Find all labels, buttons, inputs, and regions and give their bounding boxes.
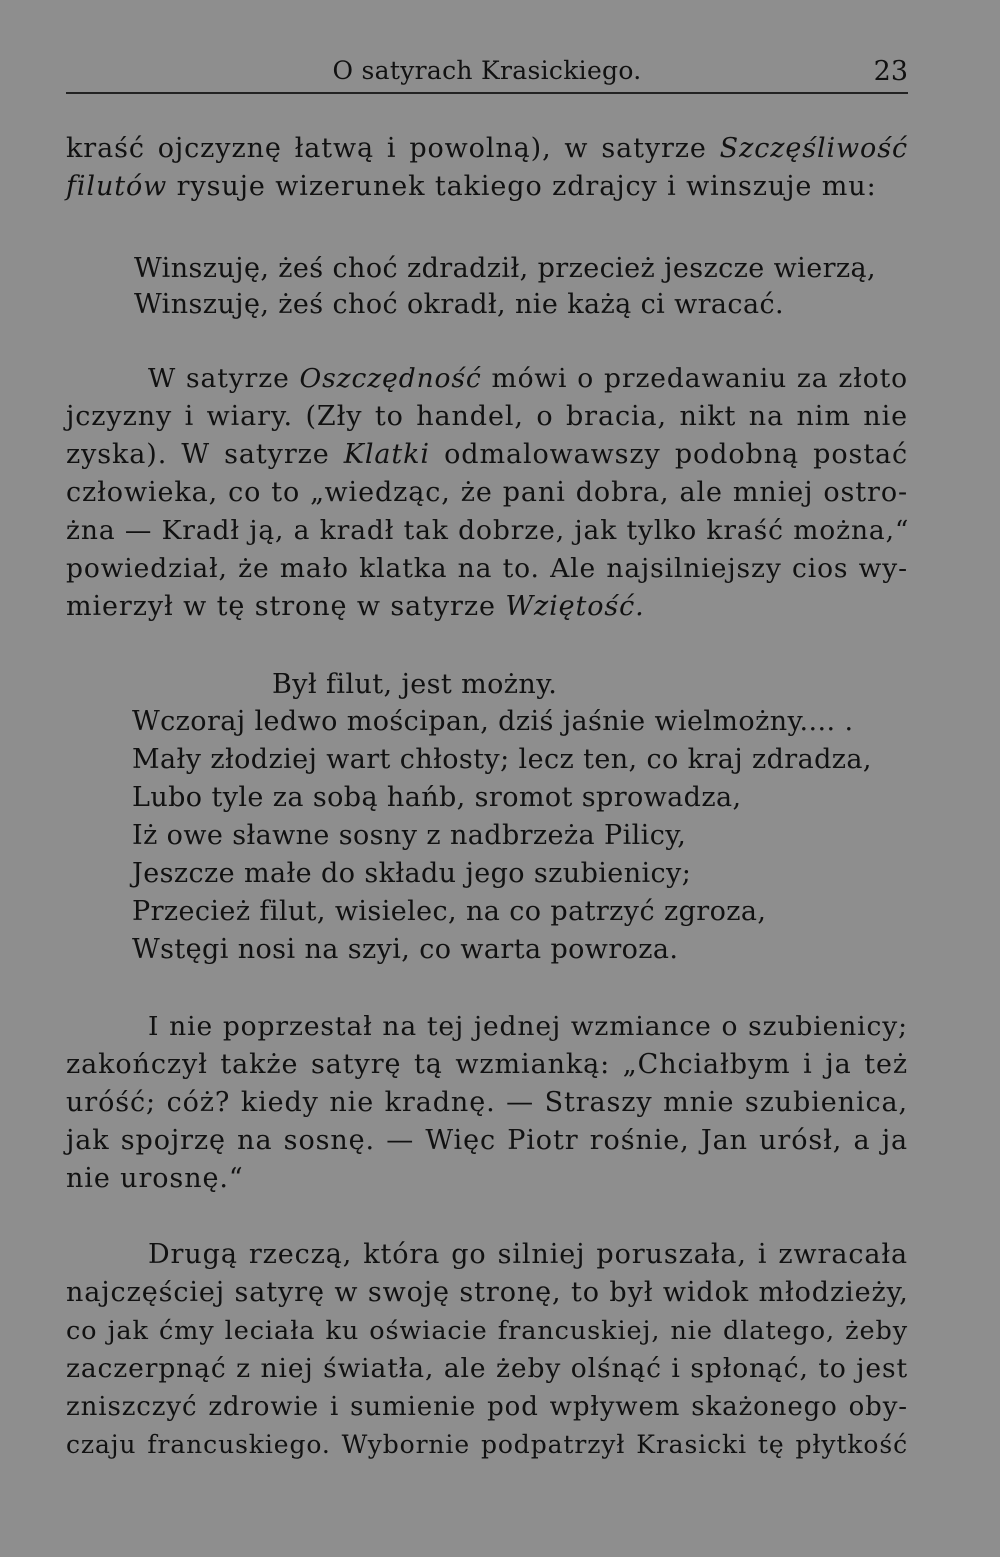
- text-line: uróść; cóż? kiedy nie kradnę. — Straszy mnie szubienica,: [66, 1087, 908, 1118]
- text-line: czaju francuskiego. Wybornie podpatrzył Krasicki tę płytkość: [66, 1430, 908, 1459]
- running-title: O satyrach Krasickiego.: [332, 56, 642, 85]
- italic-title: filutów: [66, 171, 168, 202]
- verse-line: Jeszcze małe do składu jego szubienicy;: [132, 858, 692, 889]
- italic-title: Klatki: [343, 439, 430, 470]
- text-line: [148, 362, 908, 396]
- italic-title: Wziętość.: [505, 591, 645, 622]
- verse-line: Winszuję, żeś choć okradł, nie każą ci wracać.: [134, 289, 784, 320]
- text-line: zniszczyć zdrowie i sumienie pod wpływem skażonego oby-: [66, 1392, 908, 1422]
- text-run: odmalowawszy podobną postać: [429, 439, 909, 470]
- verse-line: Był filut, jest możny.: [272, 669, 558, 700]
- text-line: [66, 170, 908, 204]
- verse-line: Mały złodziej wart chłosty; lecz ten, co kraj zdradza,: [132, 744, 872, 775]
- verse-line: Wczoraj ledwo mościpan, dziś jaśnie wielmożny.... .: [132, 706, 854, 737]
- text-line: [66, 438, 908, 472]
- text-line: I nie poprzestał na tej jednej wzmiance o szubienicy;: [148, 1011, 908, 1042]
- text-run: mierzył w tę stronę w satyrze: [66, 591, 506, 622]
- text-line: człowieka, co to „wiedząc, że pani dobra, ale mniej ostro-: [66, 477, 908, 508]
- text-line: nie urosnę.“: [66, 1163, 244, 1194]
- text-run: kraść ojczyznę łatwą i powolną), w satyrze: [66, 133, 720, 164]
- italic-title: Oszczędność: [299, 363, 482, 394]
- italic-title: Szczęśliwość: [719, 133, 908, 164]
- text-line: zakończył także satyrę tą wzmianką: „Chciałbym i ja też: [66, 1049, 908, 1080]
- text-line: [66, 132, 908, 166]
- text-run: rysuje wizerunek takiego zdrajcy i winszuje mu:: [167, 171, 877, 202]
- text-line: żna — Kradł ją, a kradł tak dobrze, jak tylko kraść można,“: [66, 515, 910, 546]
- text-line: co jak ćmy leciała ku oświacie francuskiej, nie dlatego, żeby: [66, 1316, 908, 1346]
- verse-line: Lubo tyle za sobą hańb, sromot sprowadza,: [132, 782, 742, 813]
- page-number: 23: [873, 56, 908, 87]
- text-run: mówi o przedawaniu za złoto: [481, 363, 908, 394]
- verse-line: Winszuję, żeś choć zdradził, przecież jeszcze wierzą,: [134, 253, 876, 284]
- text-line: jczyzny i wiary. (Zły to handel, o bracia, nikt na nim nie: [66, 401, 908, 432]
- text-run: zyska). W satyrze: [66, 439, 344, 470]
- text-line: Drugą rzeczą, która go silniej poruszała, i zwracała: [148, 1239, 908, 1270]
- verse-line: Iż owe sławne sosny z nadbrzeża Pilicy,: [132, 820, 687, 851]
- text-line: najczęściej satyrę w swoję stronę, to był widok młodzieży,: [66, 1277, 909, 1308]
- text-line: [66, 590, 908, 624]
- text-line: jak spojrzę na sosnę. — Więc Piotr rośnie, Jan urósł, a ja: [66, 1125, 908, 1156]
- text-line: powiedział, że mało klatka na to. Ale najsilniejszy cios wy-: [66, 553, 908, 584]
- text-line: zaczerpnąć z niej światła, ale żeby olśnąć i spłonąć, to jest: [66, 1353, 908, 1384]
- verse-line: Przecież filut, wisielec, na co patrzyć zgroza,: [132, 896, 767, 927]
- verse-line: Wstęgi nosi na szyi, co warta powroza.: [132, 934, 679, 965]
- page-header: [66, 52, 908, 94]
- text-run: W satyrze: [148, 363, 300, 394]
